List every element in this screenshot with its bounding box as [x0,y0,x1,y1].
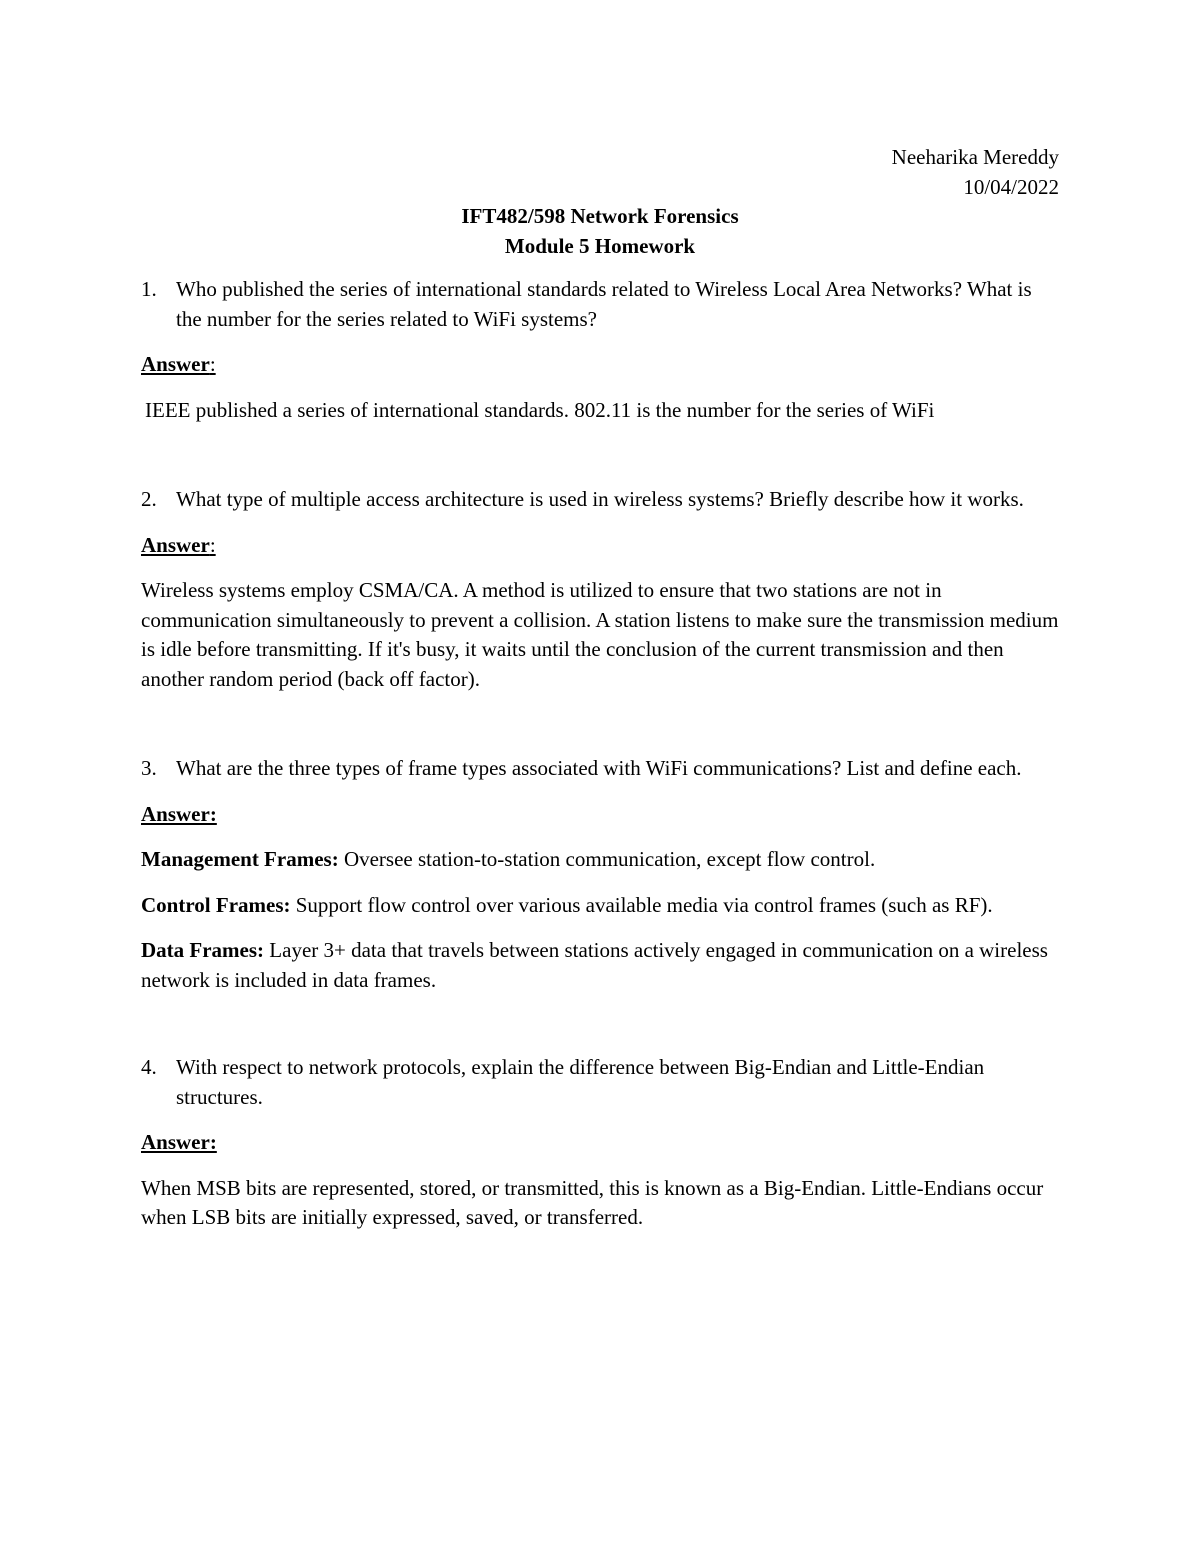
frame-definition: Oversee station-to-station communication, except flow control. [338,847,876,871]
frame-definition-control [141,891,1059,921]
frame-definition-management [141,845,1059,875]
question-3 [141,754,1059,784]
answer-text: IEEE published a series of international standards. 802.11 is the number for the series of WiFi [145,397,935,422]
question-number: 2. [141,487,157,511]
document-page [141,143,1059,1233]
frame-term: Management Frames: [141,847,339,871]
question-2 [141,485,1059,515]
question-number: 1. [141,277,157,301]
question-text: What type of multiple access architecture is used in wireless systems? Briefly describe how it works. [176,487,1024,511]
question-text: With respect to network protocols, explain the difference between Big-Endian and Little-Endian structures. [176,1055,985,1109]
answer-text: When MSB bits are represented, stored, or transmitted, this is known as a Big-Endian. Little-Endians occur when LSB bits are initially expressed, saved, or transferred. [141,1175,1044,1229]
answer-text: Wireless systems employ CSMA/CA. A method is utilized to ensure that two stations are not in communication simultaneously to prevent a collision. A station listens to make sure the transmission medium is idle before transmitting. If it's busy, it waits until the conclusion of the current transmission and then another random period (back off factor). [141,578,1059,691]
answer-label: Answer: [141,801,217,826]
frame-definition: Layer 3+ data that travels between stations actively engaged in communication on a wireless network is included in data frames. [141,938,1048,992]
frame-definition: Support flow control over various available media via control frames (such as RF). [290,892,993,917]
course-title: IFT482/598 Network Forensics [461,204,739,228]
author-name: Neeharika Mereddy [891,145,1059,169]
frame-term: Data Frames: [141,938,265,962]
answer-label: Answer: [141,532,216,557]
question-1 [141,275,1059,334]
answer-label: Answer: [141,1130,217,1154]
frame-term: Control Frames: [141,892,291,917]
document-date: 10/04/2022 [963,174,1059,199]
title-block [141,202,1059,261]
assignment-title: Module 5 Homework [504,233,696,258]
frame-definition-data [141,936,1059,995]
question-number: 4. [141,1055,157,1079]
author-block [141,143,1059,202]
question-number: 3. [141,756,157,780]
question-text: What are the three types of frame types associated with WiFi communications? List and define each. [176,756,1022,780]
question-text: Who published the series of international standards related to Wireless Local Area Networks? What is the number for the series related to WiFi systems? [176,277,1032,331]
answer-label: Answer: [141,352,216,376]
question-4 [141,1053,1059,1112]
